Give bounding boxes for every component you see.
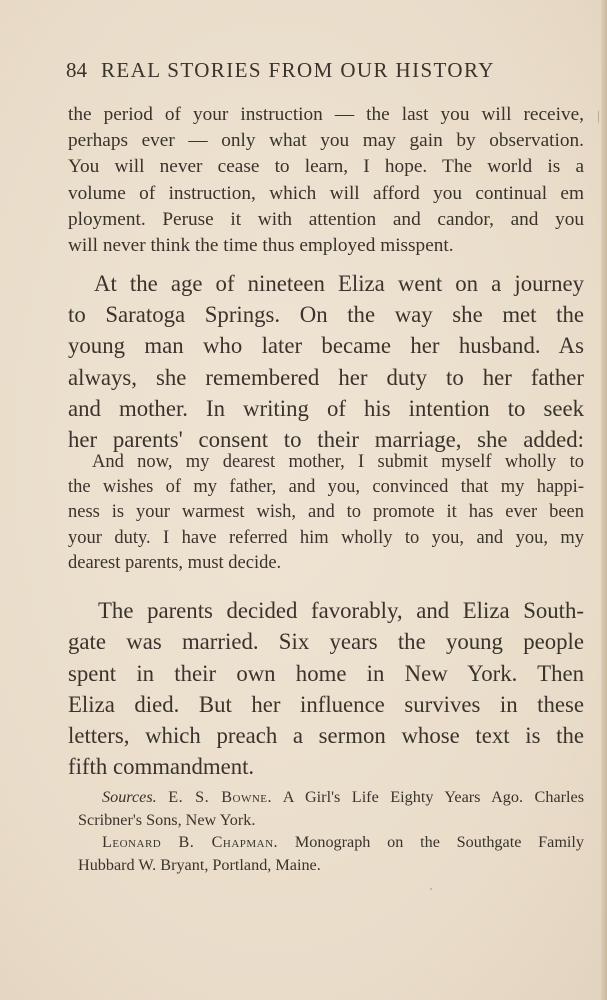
text-line: the period of your instruction — the last you will receive,	[68, 104, 584, 125]
text-line: young man who later became her husband. As	[68, 333, 584, 359]
text-line: You will never cease to learn, I hope. The world is a	[68, 156, 584, 178]
paper-speck	[598, 110, 599, 124]
source-entry-1-cont: Scribner's Sons, New York.	[78, 810, 256, 829]
text-line: letters, which preach a sermon whose text is the	[68, 723, 584, 749]
text-line: The parents decided favorably, and Eliza South-	[98, 598, 584, 623]
text-line: volume of instruction, which will afford you continual em	[68, 182, 584, 204]
source-entry-2-cont: Hubbard W. Bryant, Portland, Maine.	[78, 855, 321, 874]
text-line: spent in their own home in New York. Then	[68, 660, 584, 686]
text-line: dearest parents, must decide.	[68, 552, 282, 573]
text-line: ployment. Peruse it with attention and candor, and you	[68, 208, 584, 230]
sources-label: Sources.	[102, 788, 157, 806]
text-line: And now, my dearest mother, I submit myself wholly to	[92, 452, 584, 472]
page-number: 84	[66, 58, 87, 82]
source-entry-2	[78, 831, 584, 854]
text-line: perhaps ever — only what you may gain by observation.	[68, 130, 584, 152]
paragraph-journey	[68, 268, 584, 455]
page-edge	[601, 0, 607, 1000]
text-line: At the age of nineteen Eliza went on a journey	[94, 271, 584, 296]
source-publisher: Charles	[534, 788, 584, 806]
source-author: E. S. Bowne.	[168, 788, 273, 806]
sources-section	[78, 786, 584, 876]
text-line: fifth commandment.	[68, 754, 255, 780]
text-line: her parents' consent to their marriage, she added:	[68, 427, 584, 453]
source-entry-1	[78, 786, 584, 809]
letter-excerpt-1	[68, 102, 584, 259]
text-line: your duty. I have referred him wholly to you, and you, my	[68, 527, 584, 548]
text-line: always, she remembered her duty to her father	[68, 364, 584, 390]
source-author: Leonard B. Chapman.	[102, 833, 279, 851]
running-title: REAL STORIES FROM OUR HISTORY	[101, 58, 495, 82]
running-header	[66, 58, 536, 83]
text-line: Eliza died. But her influence survives in these	[68, 691, 584, 717]
text-line: to Saratoga Springs. On the way she met the	[68, 302, 584, 328]
source-title: Monograph on the Southgate Family	[294, 833, 585, 851]
text-line: ness is your warmest wish, and to promote it has ever been	[68, 502, 584, 523]
text-line: gate was married. Six years the young people	[68, 629, 584, 655]
source-title: A Girl's Life Eighty Years Ago.	[282, 788, 524, 806]
letter-excerpt-2	[68, 450, 584, 576]
paper-speck	[430, 888, 432, 890]
text-line: will never think the time thus employed misspent.	[68, 235, 454, 257]
paragraph-marriage	[68, 595, 584, 783]
text-line: the wishes of my father, and you, convinced that my happi-	[68, 477, 584, 498]
text-line: and mother. In writing of his intention to seek	[68, 395, 584, 421]
